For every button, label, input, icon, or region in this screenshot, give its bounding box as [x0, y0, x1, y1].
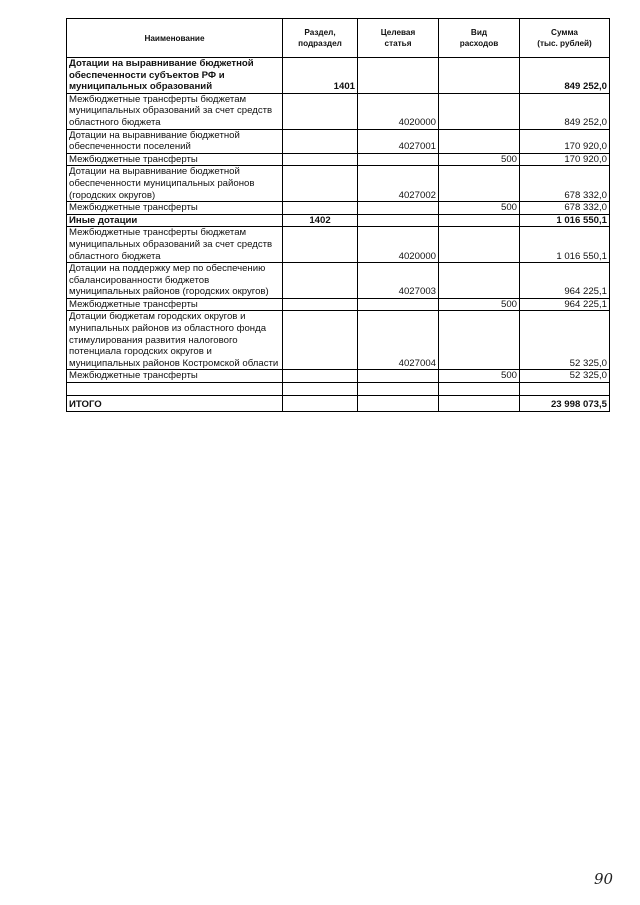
row-name: Дотации на выравнивание бюджетной обеспеченности субъектов РФ и муниципальных образований	[67, 58, 283, 94]
row-target	[358, 214, 439, 227]
row-kind: 500	[439, 298, 520, 311]
row-name: Межбюджетные трансферты	[67, 370, 283, 383]
row-section	[283, 227, 358, 263]
table-row	[67, 202, 610, 215]
row-kind	[439, 311, 520, 370]
blank-cell	[520, 383, 610, 396]
blank-cell	[358, 383, 439, 396]
row-name: Межбюджетные трансферты	[67, 153, 283, 166]
blank-row	[67, 383, 610, 396]
table-row	[67, 370, 610, 383]
row-section	[283, 298, 358, 311]
row-target: 4027004	[358, 311, 439, 370]
table-header	[67, 19, 610, 58]
row-section	[283, 311, 358, 370]
row-sum: 52 325,0	[520, 370, 610, 383]
row-name: Иные дотации	[67, 214, 283, 227]
row-section	[283, 263, 358, 299]
blank-cell	[67, 383, 283, 396]
row-section	[283, 153, 358, 166]
row-sum: 964 225,1	[520, 298, 610, 311]
budget-table	[66, 18, 610, 412]
row-target	[358, 58, 439, 94]
total-empty-cell	[358, 396, 439, 412]
header-section: Раздел, подраздел	[283, 19, 358, 58]
total-empty-cell	[283, 396, 358, 412]
row-section: 1401	[283, 58, 358, 94]
table-body	[67, 58, 610, 412]
table-row	[67, 311, 610, 370]
row-target: 4027003	[358, 263, 439, 299]
total-empty-cell	[439, 396, 520, 412]
row-name: Межбюджетные трансферты	[67, 298, 283, 311]
header-sum: Сумма (тыс. рублей)	[520, 19, 610, 58]
row-sum: 678 332,0	[520, 202, 610, 215]
header-row	[67, 19, 610, 58]
row-kind	[439, 166, 520, 202]
row-sum: 849 252,0	[520, 58, 610, 94]
row-name: Дотации бюджетам городских округов и мунипальных районов из областного фонда стимулирования развития налогового потенциала городских округов и муниципальных районов Костромской области	[67, 311, 283, 370]
row-target: 4020000	[358, 227, 439, 263]
row-section	[283, 202, 358, 215]
row-kind: 500	[439, 370, 520, 383]
blank-cell	[283, 383, 358, 396]
row-kind	[439, 93, 520, 129]
table-row	[67, 166, 610, 202]
table-row	[67, 227, 610, 263]
row-name: Дотации на выравнивание бюджетной обеспеченности муниципальных районов (городских округов)	[67, 166, 283, 202]
total-label: ИТОГО	[67, 396, 283, 412]
row-section	[283, 129, 358, 153]
header-target: Целевая статья	[358, 19, 439, 58]
row-target: 4027002	[358, 166, 439, 202]
table-row	[67, 153, 610, 166]
row-target	[358, 202, 439, 215]
row-kind: 500	[439, 153, 520, 166]
page-number: 90	[594, 870, 614, 888]
table-row	[67, 58, 610, 94]
header-kind: Вид расходов	[439, 19, 520, 58]
row-sum: 1 016 550,1	[520, 214, 610, 227]
row-target	[358, 153, 439, 166]
row-sum: 170 920,0	[520, 153, 610, 166]
row-target: 4027001	[358, 129, 439, 153]
row-target: 4020000	[358, 93, 439, 129]
row-kind	[439, 227, 520, 263]
row-sum: 964 225,1	[520, 263, 610, 299]
row-kind	[439, 129, 520, 153]
row-sum: 170 920,0	[520, 129, 610, 153]
row-target	[358, 298, 439, 311]
table-row	[67, 214, 610, 227]
total-row	[67, 396, 610, 412]
row-section	[283, 93, 358, 129]
row-section	[283, 166, 358, 202]
row-sum: 678 332,0	[520, 166, 610, 202]
row-name: Дотации на поддержку мер по обеспечению сбалансированности бюджетов муниципальных районов (городских округов)	[67, 263, 283, 299]
row-kind	[439, 214, 520, 227]
row-name: Межбюджетные трансферты бюджетам муниципальных образований за счет средств областного бюджета	[67, 93, 283, 129]
table-row	[67, 129, 610, 153]
blank-cell	[439, 383, 520, 396]
row-sum: 849 252,0	[520, 93, 610, 129]
table-row	[67, 93, 610, 129]
row-sum: 1 016 550,1	[520, 227, 610, 263]
row-kind	[439, 263, 520, 299]
table-row	[67, 263, 610, 299]
row-name: Межбюджетные трансферты бюджетам муниципальных образований за счет средств областного бюджета	[67, 227, 283, 263]
row-name: Межбюджетные трансферты	[67, 202, 283, 215]
row-sum: 52 325,0	[520, 311, 610, 370]
row-section: 1402	[283, 214, 358, 227]
row-kind: 500	[439, 202, 520, 215]
total-sum: 23 998 073,5	[520, 396, 610, 412]
header-name: Наименование	[67, 19, 283, 58]
row-kind	[439, 58, 520, 94]
row-section	[283, 370, 358, 383]
row-name: Дотации на выравнивание бюджетной обеспеченности поселений	[67, 129, 283, 153]
row-target	[358, 370, 439, 383]
table-row	[67, 298, 610, 311]
